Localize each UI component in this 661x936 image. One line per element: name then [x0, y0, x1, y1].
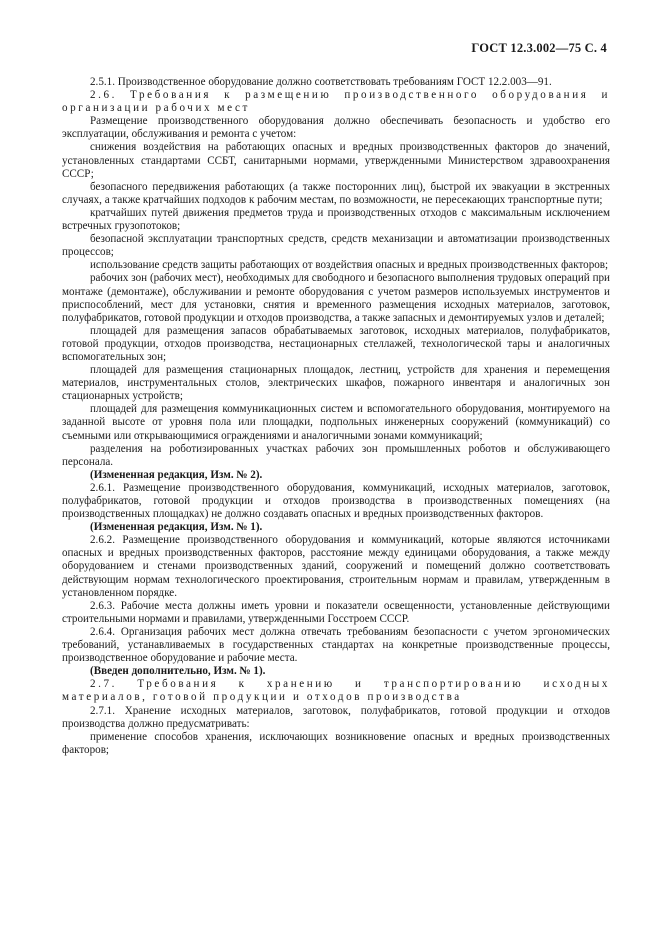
page-header: ГОСТ 12.3.002—75 С. 4	[471, 41, 607, 55]
paragraph-2-5-1: 2.5.1. Производственное оборудование должно соответствовать требованиям ГОСТ 12.2.003—91.	[90, 76, 552, 88]
paragraph-2-6-3: 2.6.3. Рабочие места должны иметь уровни и показатели освещенности, установленные действующими строительными нормами и правилами, утвержденными Госстроем СССР.	[62, 599, 610, 625]
section-heading-2-6: 2.6. Требования к размещению производственного оборудования и организации рабочих мест	[62, 89, 610, 115]
amendment-note-2: (Измененная редакция, Изм. № 2).	[90, 468, 263, 481]
list-item-stationary-areas: площадей для размещения стационарных площадок, лестниц, устройств для хранения и перемещения материалов, инструментальных столов, электрических шкафов, пожарного инвентаря и аналогичных зон стационарных устройств;	[62, 364, 610, 403]
list-item-storage-areas: площадей для размещения запасов обрабатываемых заготовок, исходных материалов, полуфабрикатов, готовой продукции, отходов производства, нестационарных стеллажей, технологической тары и аналогичных вспомогательных зон;	[62, 324, 610, 363]
list-item-transport: безопасной эксплуатации транспортных средств, средств механизации и автоматизации производственных процессов;	[62, 233, 610, 259]
list-item-communication-areas: площадей для размещения коммуникационных систем и вспомогательного оборудования, монтируемого на заданной высоте от уровня пола или площадки, подпольных инженерных сооружений (коммуникаций) со съемными или открывающимися ограждениями и аналогичными зонами коммуникаций;	[62, 403, 610, 442]
added-note-1: (Введен дополнительно, Изм. № 1).	[90, 665, 266, 678]
document-body	[62, 76, 610, 757]
list-item-robot-zones: разделения на роботизированных участках рабочих зон промышленных роботов и обслуживающего персонала.	[62, 442, 610, 468]
list-item-storage-methods: применение способов хранения, исключающих возникновение опасных и вредных производственных факторов;	[62, 730, 610, 756]
list-item-exposure: снижения воздействия на работающих опасных и вредных производственных факторов до значений, установленных стандартами ССБТ, санитарными нормами, утвержденными Министерством здравоохранения СССР;	[62, 141, 610, 180]
paragraph-2-6-1: 2.6.1. Размещение производственного оборудования, коммуникаций, исходных материалов, заготовок, полуфабрикатов, готовой продукции и отходов производства в производственных помещениях (на производственных площадках) не должно создавать опасных и вредных производственных факторов.	[62, 481, 610, 521]
section-heading-2-7: 2.7. Требования к хранению и транспортированию исходных материалов, готовой продукции и отходов производства	[62, 678, 610, 704]
list-item-protection: использование средств защиты работающих от воздействия опасных и вредных производственных факторов;	[90, 259, 609, 272]
paragraph-placement-intro: Размещение производственного оборудования должно обеспечивать безопасность и удобство его эксплуатации, обслуживания и ремонта с учетом:	[62, 115, 610, 141]
paragraph-2-6-2: 2.6.2. Размещение производственного оборудования и коммуникаций, которые являются источниками опасных и вредных производственных факторов, расстояние между единицами оборудования, а также между оборудованием и стенами производственных зданий, сооружений и помещений должно соответствовать действующим нормам технологического проектирования, строительным нормам и правилам, утвержденным в установленном порядке.	[62, 534, 610, 599]
list-item-paths: кратчайших путей движения предметов труда и производственных отходов с максимальным исключением встречных грузопотоков;	[62, 206, 610, 233]
list-item-work-zones: рабочих зон (рабочих мест), необходимых для свободного и безопасного выполнения трудовых операций при монтаже (демонтаже), обслуживании и ремонте оборудования с учетом размеров используемых инструментов и приспособлений, мест для установки, снятия и временного размещения исходных материалов, заготовок, полуфабрикатов, готовой продукции и отходов производства, а также запасных и демонтируемых узлов и деталей;	[62, 272, 610, 324]
paragraph-2-7-1: 2.7.1. Хранение исходных материалов, заготовок, полуфабрикатов, готовой продукции и отходов производства должно предусматривать:	[62, 704, 610, 730]
list-item-movement: безопасного передвижения работающих (а также посторонних лиц), быстрой их эвакуации в экстренных случаях, а также кратчайших подходов к рабочим местам, по возможности, не пересекающих транспортные пути;	[62, 180, 610, 206]
amendment-note-1: (Измененная редакция, Изм. № 1).	[90, 521, 263, 534]
paragraph-2-6-4: 2.6.4. Организация рабочих мест должна отвечать требованиям безопасности с учетом эргономических требований, устанавливаемых в государственных стандартах на конкретные производственные процессы, производственное оборудование и рабочие места.	[62, 625, 610, 665]
